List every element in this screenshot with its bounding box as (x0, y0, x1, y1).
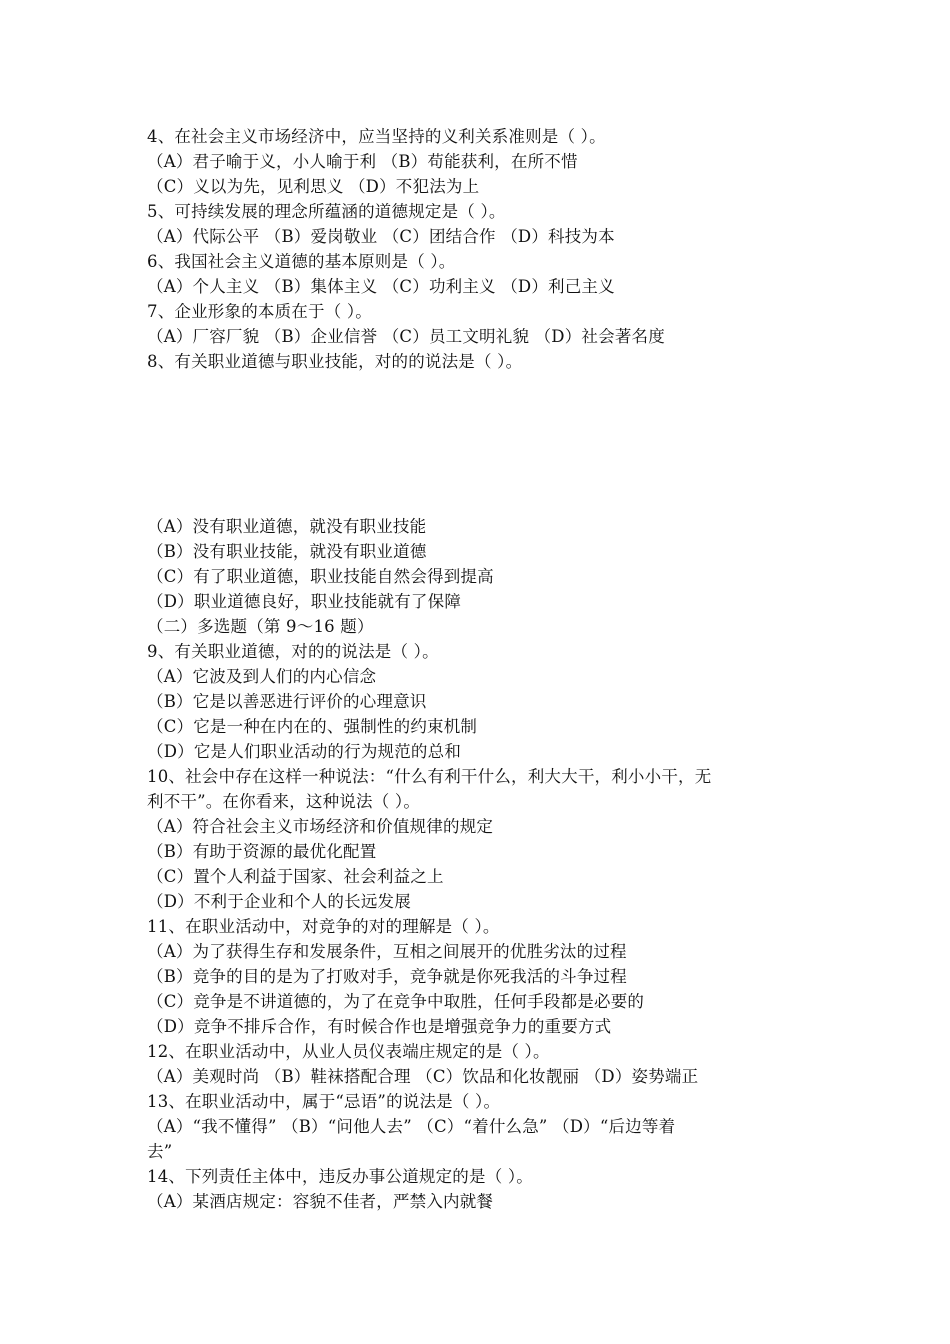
question-13-options-line-1: （A）“我不懂得” （B）“问他人去” （C）“着什么急” （D）“后边等着 (147, 1117, 676, 1136)
questions-block-bottom (147, 514, 817, 1214)
question-8-option-c: （C）有了职业道德，职业技能自然会得到提高 (147, 567, 494, 586)
question-4-options-ab: （A）君子喻于义，小人喻于利 （B）苟能获利，在所不惜 (147, 152, 578, 171)
question-8-option-d: （D）职业道德良好，职业技能就有了保障 (147, 592, 462, 611)
question-8-option-a: （A）没有职业道德，就没有职业技能 (147, 517, 427, 536)
question-13: 13、在职业活动中，属于“忌语”的说法是（ ）。 (147, 1092, 501, 1111)
question-5-options: （A）代际公平 （B）爱岗敬业 （C）团结合作 （D）科技为本 (147, 227, 615, 246)
question-12-options: （A）美观时尚 （B）鞋袜搭配合理 （C）饮品和化妆靓丽 （D）姿势端正 (147, 1067, 699, 1086)
question-7-options: （A）厂容厂貌 （B）企业信誉 （C）员工文明礼貌 （D）社会著名度 (147, 327, 665, 346)
question-9-option-b: （B）它是以善恶进行评价的心理意识 (147, 692, 427, 711)
question-6-options: （A）个人主义 （B）集体主义 （C）功利主义 （D）利己主义 (147, 277, 615, 296)
question-9: 9、有关职业道德，对的的说法是（ ）。 (147, 642, 439, 661)
question-8-option-b: （B）没有职业技能，就没有职业道德 (147, 542, 427, 561)
question-10-option-c: （C）置个人利益于国家、社会利益之上 (147, 867, 444, 886)
question-10-line-2: 利不干”。在你看来，这种说法（ ）。 (147, 792, 421, 811)
question-10-option-b: （B）有助于资源的最优化配置 (147, 842, 377, 861)
question-9-option-c: （C）它是一种在内在的、强制性的约束机制 (147, 717, 478, 736)
question-6: 6、我国社会主义道德的基本原则是（ ）。 (147, 252, 456, 271)
question-11-option-c: （C）竞争是不讲道德的，为了在竞争中取胜，任何手段都是必要的 (147, 992, 645, 1011)
question-7: 7、企业形象的本质在于（ ）。 (147, 302, 372, 321)
question-4-options-cd: （C）义以为先，见利思义 （D）不犯法为上 (147, 177, 480, 196)
question-12: 12、在职业活动中，从业人员仪表端庄规定的是（ ）。 (147, 1042, 550, 1061)
question-4: 4、在社会主义市场经济中，应当坚持的义利关系准则是（ ）。 (147, 127, 606, 146)
question-11: 11、在职业活动中，对竞争的对的理解是（ ）。 (147, 917, 500, 936)
question-11-option-d: （D）竞争不排斥合作，有时候合作也是增强竞争力的重要方式 (147, 1017, 612, 1036)
question-14-option-a: （A）某酒店规定：容貌不佳者，严禁入内就餐 (147, 1192, 494, 1211)
question-14: 14、下列责任主体中，违反办事公道规定的是（ ）。 (147, 1167, 533, 1186)
question-9-option-d: （D）它是人们职业活动的行为规范的总和 (147, 742, 462, 761)
question-13-options-line-2: 去” (147, 1142, 173, 1161)
question-5: 5、可持续发展的理念所蕴涵的道德规定是（ ）。 (147, 202, 506, 221)
question-9-option-a: （A）它波及到人们的内心信念 (147, 667, 377, 686)
question-10-line-1: 10、社会中存在这样一种说法：“什么有利干什么，利大大干，利小小干，无 (147, 767, 712, 786)
question-10-option-a: （A）符合社会主义市场经济和价值规律的规定 (147, 817, 494, 836)
questions-block-top (147, 124, 817, 374)
question-11-option-a: （A）为了获得生存和发展条件，互相之间展开的优胜劣汰的过程 (147, 942, 627, 961)
question-11-option-b: （B）竞争的目的是为了打败对手，竞争就是你死我活的斗争过程 (147, 967, 627, 986)
section-heading-multiple-choice: （二）多选题（第 9～16 题） (147, 617, 374, 636)
question-8: 8、有关职业道德与职业技能，对的的说法是（ ）。 (147, 352, 523, 371)
question-10-option-d: （D）不利于企业和个人的长远发展 (147, 892, 411, 911)
